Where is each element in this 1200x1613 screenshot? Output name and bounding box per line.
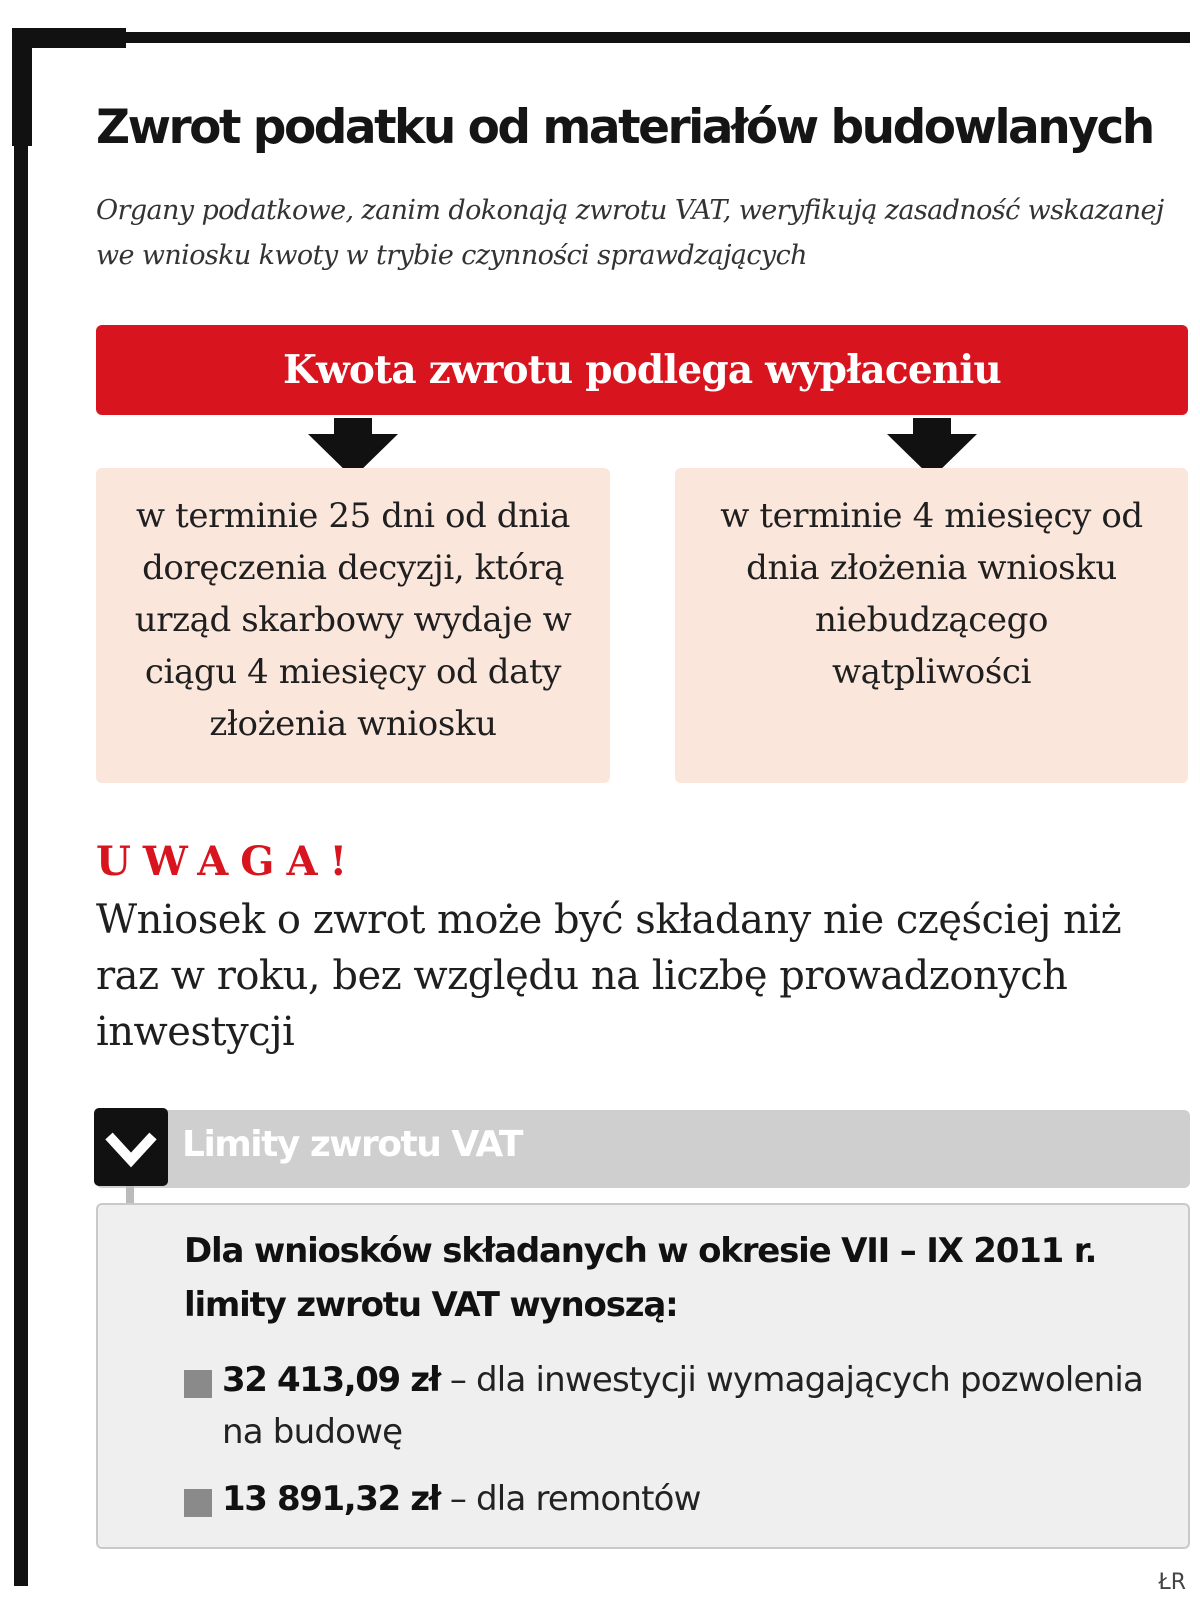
refund-banner: Kwota zwrotu podlega wypłaceniu (96, 325, 1188, 415)
warning-text: Wniosek o zwrot może być składany nie częściej niż raz w roku, bez względu na liczbę prowadzonych inwestycji (96, 897, 1122, 1055)
bullet-square-icon (184, 1370, 212, 1398)
option-text: w terminie 25 dni od dnia doręczenia decyzji, którą urząd skarbowy wydaje w ciągu 4 miesięcy od daty złożenia wniosku (134, 496, 572, 744)
limit-amount: 32 413,09 zł (222, 1360, 440, 1400)
warning-heading: UWAGA! (96, 838, 360, 885)
option-box-decision (96, 468, 610, 783)
limit-item (184, 1354, 1164, 1458)
page-subtitle: Organy podatkowe, zanim dokonają zwrotu VAT, weryfikują zasadność wskazanej we wniosku kwoty w trybie czynności sprawdzających (96, 195, 1164, 271)
option-text: w terminie 4 miesięcy od dnia złożenia wniosku niebudzącego wątpliwości (720, 496, 1143, 692)
page-title: Zwrot podatku od materiałów budowlanych (96, 100, 1153, 155)
frame-top-rule (12, 32, 1190, 43)
limits-intro: Dla wniosków składanych w okresie VII – IX 2011 r. limity zwrotu VAT wynoszą: (184, 1231, 1097, 1325)
bullet-square-icon (184, 1489, 212, 1517)
author-credit: ŁR (1158, 1570, 1186, 1595)
limit-description: – dla remontów (449, 1479, 701, 1519)
frame-left-rule (14, 28, 28, 1586)
limit-amount: 13 891,32 zł (222, 1479, 440, 1519)
checkmark-icon (94, 1108, 168, 1186)
checkmark-badge (94, 1108, 168, 1186)
option-box-undisputed (675, 468, 1188, 783)
limit-item (184, 1473, 1164, 1525)
limit-description: – dla inwestycji wymagających pozwolenia na budowę (222, 1360, 1144, 1452)
limits-title: Limity zwrotu VAT (182, 1124, 522, 1165)
